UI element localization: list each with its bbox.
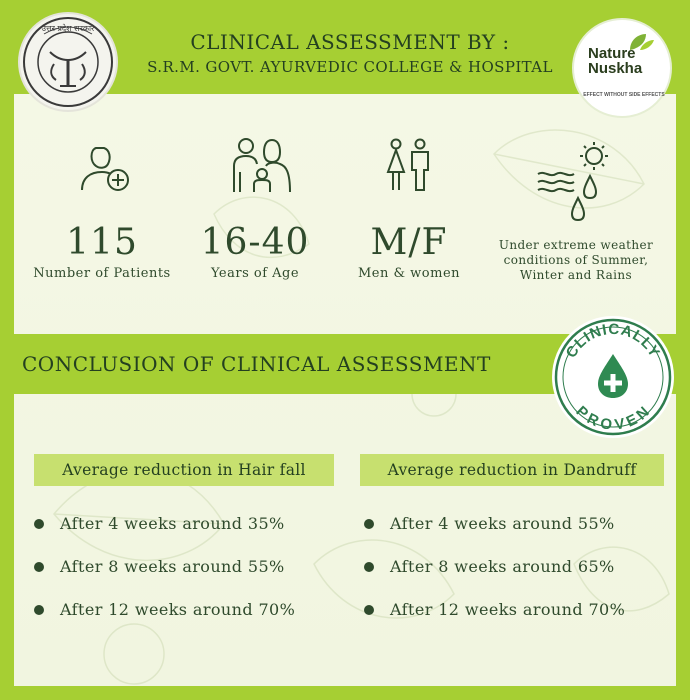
weather-line-2: conditions of Summer, — [503, 253, 649, 267]
hairfall-item-text: After 12 weeks around 70% — [60, 600, 296, 619]
bullet-dot — [34, 605, 44, 615]
up-government-emblem — [18, 12, 118, 112]
stat-patients-value: 115 — [66, 222, 138, 263]
badge-top-text: CLINICALLY — [562, 320, 664, 361]
patient-add-icon — [78, 138, 134, 194]
dandruff-heading: Average reduction in Dandruff — [360, 454, 664, 486]
bullet-dot — [364, 605, 374, 615]
emblem-seal-icon — [20, 14, 116, 110]
stat-age-label: Years of Age — [210, 266, 300, 281]
hairfall-item-text: After 4 weeks around 35% — [60, 514, 285, 533]
hairfall-item-text: After 8 weeks around 55% — [60, 557, 285, 576]
bullet-dot — [34, 519, 44, 529]
weather-line-1: Under extreme weather — [498, 238, 654, 252]
stat-age-value: 16-40 — [200, 222, 310, 263]
bullet-dot — [34, 562, 44, 572]
stat-patients-label: Number of Patients — [33, 266, 171, 281]
badge-bottom-text: PROVEN — [572, 402, 654, 434]
clinically-proven-badge — [552, 316, 674, 438]
hairfall-item — [34, 600, 334, 619]
family-icon — [230, 136, 294, 196]
dandruff-item-text: After 8 weeks around 65% — [390, 557, 615, 576]
brand-name-line1: Nature — [588, 45, 636, 62]
brand-tagline: EFFECT WITHOUT SIDE EFFECTS — [583, 92, 665, 98]
dandruff-item-text: After 4 weeks around 55% — [390, 514, 615, 533]
men-women-icon — [384, 138, 432, 194]
conclusion-title: CONCLUSION OF CLINICAL ASSESSMENT — [22, 352, 491, 376]
brand-name — [588, 46, 658, 76]
header-title: CLINICAL ASSESSMENT BY : — [190, 30, 510, 54]
stat-gender-value: M/F — [370, 222, 448, 263]
bullet-dot — [364, 562, 374, 572]
stat-weather-label — [478, 238, 674, 283]
hairfall-item — [34, 514, 334, 533]
emblem-text: उत्तर प्रदेश सरकार — [41, 24, 95, 33]
hairfall-item — [34, 557, 334, 576]
brand-name-line2: Nuskha — [588, 60, 643, 77]
header-subtitle: S.R.M. GOVT. AYURVEDIC COLLEGE & HOSPITAL — [147, 58, 553, 76]
dandruff-item — [364, 600, 664, 619]
bullet-dot — [364, 519, 374, 529]
stat-gender-label: Men & women — [357, 266, 461, 281]
clinically-proven-badge-icon — [552, 316, 674, 438]
dandruff-item — [364, 557, 664, 576]
weather-icon — [536, 140, 616, 222]
dandruff-item — [364, 514, 664, 533]
dandruff-item-text: After 12 weeks around 70% — [390, 600, 626, 619]
hairfall-heading: Average reduction in Hair fall — [34, 454, 334, 486]
weather-line-3: Winter and Rains — [519, 268, 633, 282]
